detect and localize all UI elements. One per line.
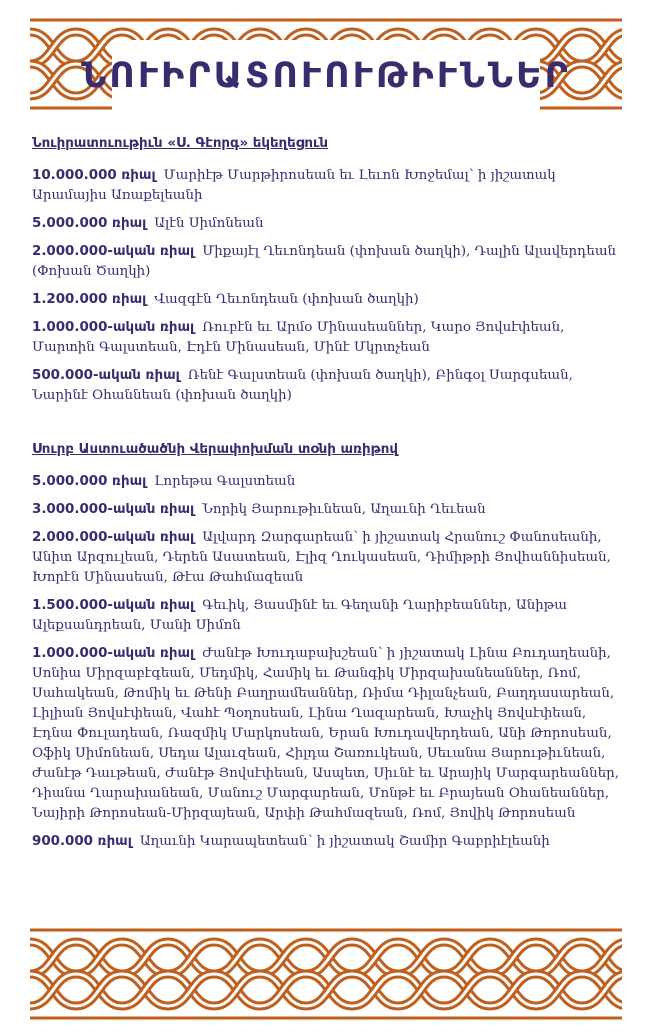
donation-entry <box>32 214 624 234</box>
donation-entry <box>32 644 624 824</box>
page-title: ՆՈՒԻՐԱՏՈՒՈՒԹԻՒՆՆԵՐ <box>81 56 571 96</box>
donation-entry <box>32 472 624 492</box>
title-frame <box>81 40 571 112</box>
donation-amount: 900.000 ռիալ <box>32 834 132 849</box>
donor-names: Վազգէն Ղեւոնդեան (փոխան ծաղկի) <box>154 292 419 307</box>
donation-entry <box>32 366 624 406</box>
donor-names: Աղաւնի Կարապետեան՝ ի յիշատակ Շամիր Գաբրիէլեանի <box>139 834 550 849</box>
ornament-band-bottom <box>30 928 622 1020</box>
donation-amount: 2.000.000-ական ռիալ <box>32 530 195 545</box>
donor-names: Ալվարդ Զարգարեան՝ ի յիշատակ Հրանուշ Փանոսեանի, Անիտ Արզուլեան, Դերեն Ասատեան, Էլիզ Ղուկասեան, Դիմիթրի Յովհաննիսեան, Խորէն Մինասեան, Թէա Թահմազեան <box>32 530 611 585</box>
donation-amount: 5.000.000 ռիալ <box>32 216 147 231</box>
donation-section <box>32 134 624 406</box>
donation-entry <box>32 242 624 282</box>
donation-amount: 1.000.000-ական ռիալ <box>32 646 195 661</box>
donor-names: Նորիկ Յարութիւնեան, Աղաւնի Ղեւեան <box>202 502 486 517</box>
donations-content <box>32 134 624 860</box>
donor-names: Ռուբէն եւ Արմօ Մինասեաններ, Կարօ Յովսէփեան, Մարտին Գալստեան, Էդէն Մինասեան, Մինէ Մկրտչեան <box>32 320 565 355</box>
donation-entry <box>32 166 624 206</box>
donation-entry <box>32 290 624 310</box>
donation-section <box>32 440 624 852</box>
section-heading: Նուիրատուութիւն «Ս. Գէորգ» եկեղեցուն <box>32 136 328 151</box>
armenian-knot-border-bottom <box>30 928 622 1020</box>
donor-names: Միքայէլ Ղեւոնդեան (փոխան ծաղկի), Դալին Ալավերդեան (Փոխան Ծաղկի) <box>32 244 617 279</box>
donation-entry <box>32 318 624 358</box>
donation-entry <box>32 500 624 520</box>
donor-names: Լորեթա Գալստեան <box>154 474 296 489</box>
donation-entry <box>32 528 624 588</box>
donation-amount: 2.000.000-ական ռիալ <box>32 244 195 259</box>
section-heading: Սուրբ Աստուածածնի Վերափոխման տօնի առիթով <box>32 442 398 457</box>
donation-amount: 3.000.000-ական ռիալ <box>32 502 195 517</box>
donor-names: Ալէն Սիմոնեան <box>154 216 264 231</box>
donor-names: Ռենէ Գալստեան (փոխան ծաղկի), Բինգօլ Սարգսեան, Նարինէ Օհաննեան (փոխան ծաղկի) <box>32 368 573 403</box>
donor-names: Ժանէթ Խուդաբախշեան՝ ի յիշատակ Լինա Բուդաղեանի, Սոնիա Միրզաբէգեան, Մեդմիկ, Համիկ եւ Թանգիկ Միրզախանեաններ, Ռոմ, Սահակեան, Թոմիկ եւ Թենի Բաղրամեաններ, Ռիմա Դիլանչեան, Բաղդասարեան, Լիլիան Յովսէփեան, Վահէ Պօղոսեան, Լինա Ղազարեան, Խաչիկ Յովսէփեան, Էդնա Փուլադեան, Ռազմիկ Մարկոսեան, Երան Խուդավերդեան, Անի Թորոսեան, Օֆիկ Սիմոնեան, Սեդա Ալաւզեան, Հիլդա Շառուկեան, Սեւանա Յարութիւնեան, Ժանէթ Դաւթեան, Ժանէթ Յովսէփեան, Ասպետ, Սիւնէ եւ Արայիկ Մարգարեաններ, Դիանա Ղարախանեան, Մանուշ Մարգարեան, Մոնթէ եւ Բրայեան Օհանեաններ, Նայիրի Թորոսեան-Միրզայեան, Արփի Թահմազեան, Ռոմ, Յովիկ Թորոսեան <box>32 646 619 821</box>
donation-amount: 1.200.000 ռիալ <box>32 292 147 307</box>
donation-amount: 10.000.000 ռիալ <box>32 168 156 183</box>
donor-names: Գեւիկ, Յասմինէ եւ Գեղանի Ղարիբեաններ, Անիթա Ալեքսանդրեան, Մանի Սիմոն <box>32 598 567 633</box>
donation-entry <box>32 832 624 852</box>
donation-amount: 5.000.000 ռիալ <box>32 474 147 489</box>
donation-entry <box>32 596 624 636</box>
donation-amount: 1.500.000-ական ռիալ <box>32 598 195 613</box>
donation-amount: 1.000.000-ական ռիալ <box>32 320 195 335</box>
donor-names: Մարիէթ Մարթիրոսեան եւ Լեւոն Խոջեմալ՝ ի յիշատակ Արամայիս Առաքելեանի <box>32 168 556 203</box>
donation-amount: 500.000-ական ռիալ <box>32 368 180 383</box>
